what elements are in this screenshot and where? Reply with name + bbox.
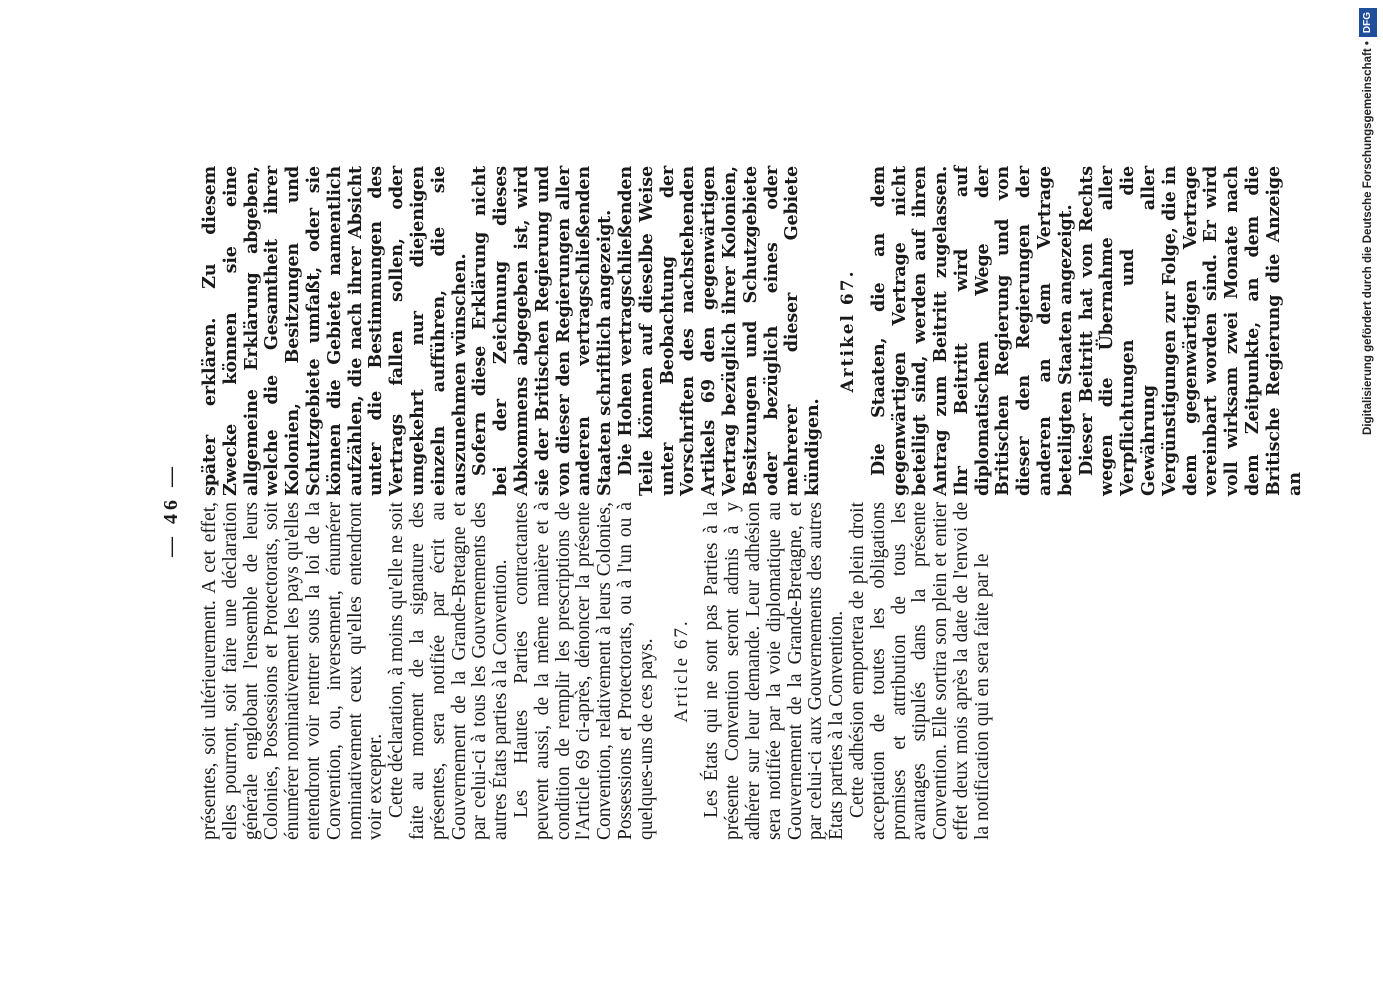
dash-left: — xyxy=(160,533,182,557)
page-number: 46 xyxy=(160,496,182,524)
dash-right: — xyxy=(160,463,182,487)
french-paragraph-3: Les Hautes Parties contractantes peuvent aussi, de la même manière et à condition de remplir les prescriptions de l'Article 69 ci-après, dénoncer la présente Convention, relativement à leurs Colonies, Possessions et Protectorats, ou à l'un ou à quelques-uns de ces pays. xyxy=(510,502,657,840)
scanned-page xyxy=(160,160,1305,860)
german-paragraph-5: Dieser Beitritt hat von Rechts wegen die Übernahme aller Verpflichtungen und die Gewährung aller Vergünstigungen zur Folge, die in dem gegenwärtigen Vertrage vereinbart worden sind. Er wird voll wirksam zwei Monate nach dem Zeitpunkte, an dem die Britische Regierung die Anzeige an xyxy=(1075,166,1305,496)
dfg-logo: DFG xyxy=(1359,8,1377,37)
german-article-heading: Artikel 67. xyxy=(837,269,858,393)
credit-text: Digitalisierung gefördert durch die Deutsche Forschungsgemeinschaft • xyxy=(1362,41,1374,435)
french-paragraph-1: présentes, soit ultérieurement. A cet effet, elles pourront, soit faire une déclaration générale englobant l'ensemble de leurs Colonies, Possessions et Protectorats, soit énumérer nominativement les pays qu'elles entendront voir rentrer sous la loi de la Convention, ou, inversement, énumérer nominativement ceux qu'elles entendront voir excepter. xyxy=(199,502,387,840)
german-paragraph-2: Sofern diese Erklärung nicht bei der Zeichnung dieses Abkommens abgegeben ist, wird sie der Britischen Regierung und von dieser den Regierungen aller anderen vertragschließenden Staaten schriftlich angezeigt. xyxy=(469,166,616,496)
french-article-heading: Article 67. xyxy=(670,619,692,723)
german-paragraph-4: Die Staaten, die an dem gegenwärtigen Vertrage nicht beteiligt sind, werden auf ihren Antrag zum Beitritt zugelassen. Ihr Beitritt wird auf diplomatischem Wege der Britischen Regierung und von dieser den Regierungen der anderen an dem Vertrage beteiligten Staaten angezeigt. xyxy=(867,166,1076,496)
german-paragraph-3: Die Hohen vertragschließenden Teile können auf dieselbe Weise unter Beobachtung der Vorschriften des nachstehenden Artikels 69 den gegenwärtigen Vertrag bezüglich ihrer Kolonien, Besitzungen und Schutzgebiete oder bezüglich eines oder mehrerer dieser Gebiete kündigen. xyxy=(614,166,824,496)
page-header xyxy=(160,160,200,860)
french-column xyxy=(200,502,993,840)
french-paragraph-5: Cette adhésion emportera de plein droit acceptation de toutes les obligations promises et attribution de tous les avantages stipulés dans la présente Convention. Elle sortira son plein et entier effet deux mois après la date de l'envoi de la notification qui en sera faite par le xyxy=(846,502,993,840)
german-paragraph-1: später erklären. Zu diesem Zwecke können sie eine allgemeine Erklärung abgeben, welche die Gesamtheit ihrer Kolonien, Besitzungen und Schutzgebiete umfaßt, oder sie können die Gebiete namentlich aufzählen, die nach ihrer Absicht unter die Bestimmungen des Vertrags fallen sollen, oder umgekehrt nur diejenigen einzeln aufführen, die sie auszunehmen wünschen. xyxy=(199,166,470,496)
german-column xyxy=(200,166,1305,496)
french-paragraph-4: Les États qui ne sont pas Parties à la présente Convention seront admis à y adhérer sur leur demande. Leur adhésion sera notifiée par la voie diplomatique au Gouvernement de la Grande-Bretagne, et par celui-ci aux Gouvernements des autres États parties à la Convention. xyxy=(701,502,848,840)
digitization-credit xyxy=(1358,8,1378,992)
french-paragraph-2: Cette déclaration, à moins qu'elle ne soit faite au moment de la signature des présentes, sera notifiée par écrit au Gouvernement de la Grande-Bretagne et par celui-ci à tous les Gouvernements des autres États parties à la Convention. xyxy=(386,502,512,840)
